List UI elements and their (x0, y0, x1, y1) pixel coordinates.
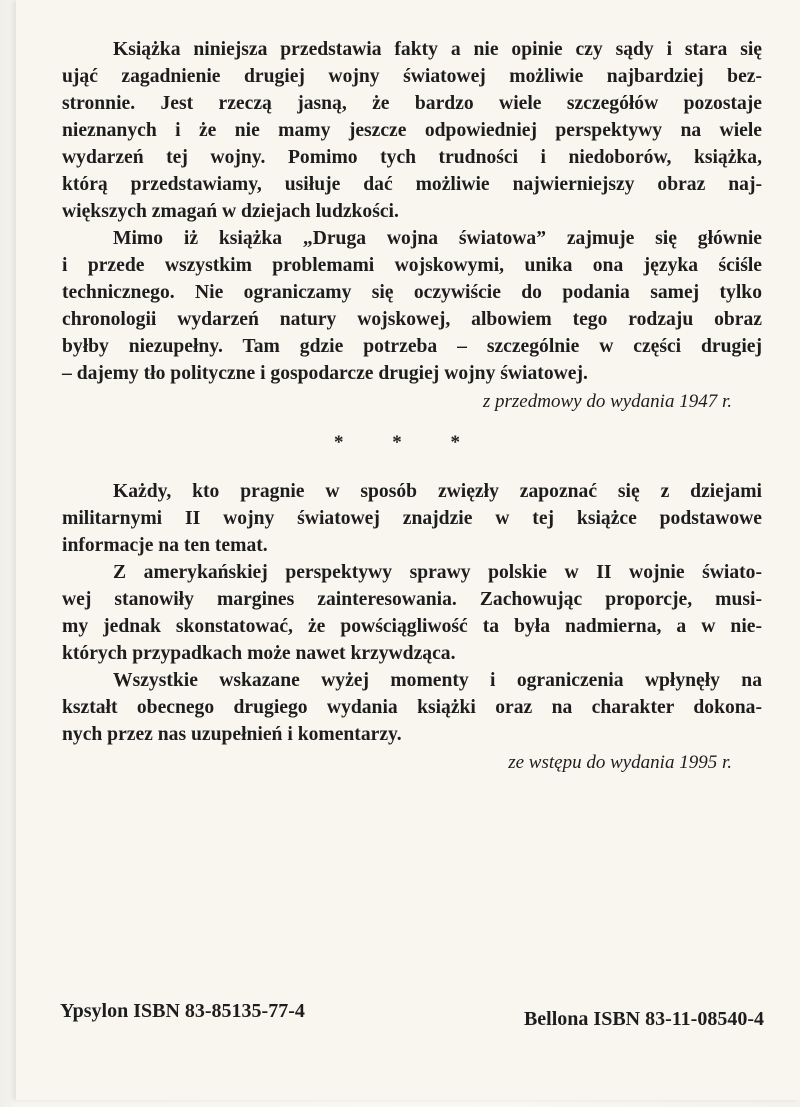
text-line: Wszystkie wskazane wyżej momenty i ograniczenia wpłynęły na (113, 670, 762, 691)
text-line: Każdy, kto pragnie w sposób zwięzły zapoznać się z dziejami (113, 481, 762, 502)
text-line: informacje na ten temat. (62, 535, 268, 556)
paragraph (62, 559, 762, 667)
text-line: których przypadkach może nawet krzywdząca. (62, 643, 456, 664)
text-line: my jednak skonstatować, że powściągliwość ta była nadmierna, a w nie- (62, 616, 762, 637)
text-line: Z amerykańskiej perspektywy sprawy polskie w II wojnie świato- (113, 562, 762, 583)
paragraph (62, 225, 762, 387)
text-line: nieznanych i że nie mamy jeszcze odpowiedniej perspektywy na wiele (62, 120, 762, 141)
text-line: Mimo iż książka „Druga wojna światowa” zajmuje się głównie (113, 228, 762, 249)
separator-stars: * * * (334, 432, 482, 453)
back-cover (16, 0, 800, 1100)
text-line: większych zmagań w dziejach ludzkości. (62, 201, 399, 222)
text-line: – dajemy tło polityczne i gospodarcze drugiej wojny światowej. (62, 363, 588, 384)
source-attribution: z przedmowy do wydania 1947 r. (482, 391, 732, 412)
text-line: nych przez nas uzupełnień i komentarzy. (62, 724, 402, 745)
source-attribution: ze wstępu do wydania 1995 r. (508, 752, 732, 773)
text-line: którą przedstawiamy, usiłuje dać możliwie najwierniejszy obraz naj- (62, 174, 762, 195)
text-line: byłby niezupełny. Tam gdzie potrzeba – szczególnie w części drugiej (62, 336, 762, 357)
paragraph (62, 36, 762, 225)
isbn-ypsylon: Ypsylon ISBN 83-85135-77-4 (60, 1000, 305, 1022)
isbn-bellona: Bellona ISBN 83-11-08540-4 (523, 1008, 764, 1030)
paragraph (62, 667, 762, 748)
text-line: chronologii wydarzeń natury wojskowej, albowiem tego rodzaju obraz (62, 309, 762, 330)
text-line: Książka niniejsza przedstawia fakty a nie opinie czy sądy i stara się (113, 39, 762, 60)
text-line: i przede wszystkim problemami wojskowymi, unika ona języka ściśle (62, 255, 762, 276)
text-line: militarnymi II wojny światowej znajdzie w tej książce podstawowe (62, 508, 762, 529)
text-line: stronnie. Jest rzeczą jasną, że bardzo wiele szczegółów pozostaje (62, 93, 762, 114)
text-line: kształt obecnego drugiego wydania książki oraz na charakter dokona- (62, 697, 762, 718)
introduction-1995 (62, 478, 762, 776)
paragraph (62, 478, 762, 559)
text-line: ująć zagadnienie drugiej wojny światowej możliwie najbardziej bez- (62, 66, 762, 87)
text-line: wej stanowiły margines zainteresowania. Zachowując proporcje, musi- (62, 589, 762, 610)
preface-1947 (62, 36, 762, 415)
text-line: technicznego. Nie ograniczamy się oczywiście do podania samej tylko (62, 282, 762, 303)
text-line: wydarzeń tej wojny. Pomimo tych trudności i niedoborów, książka, (62, 147, 762, 168)
